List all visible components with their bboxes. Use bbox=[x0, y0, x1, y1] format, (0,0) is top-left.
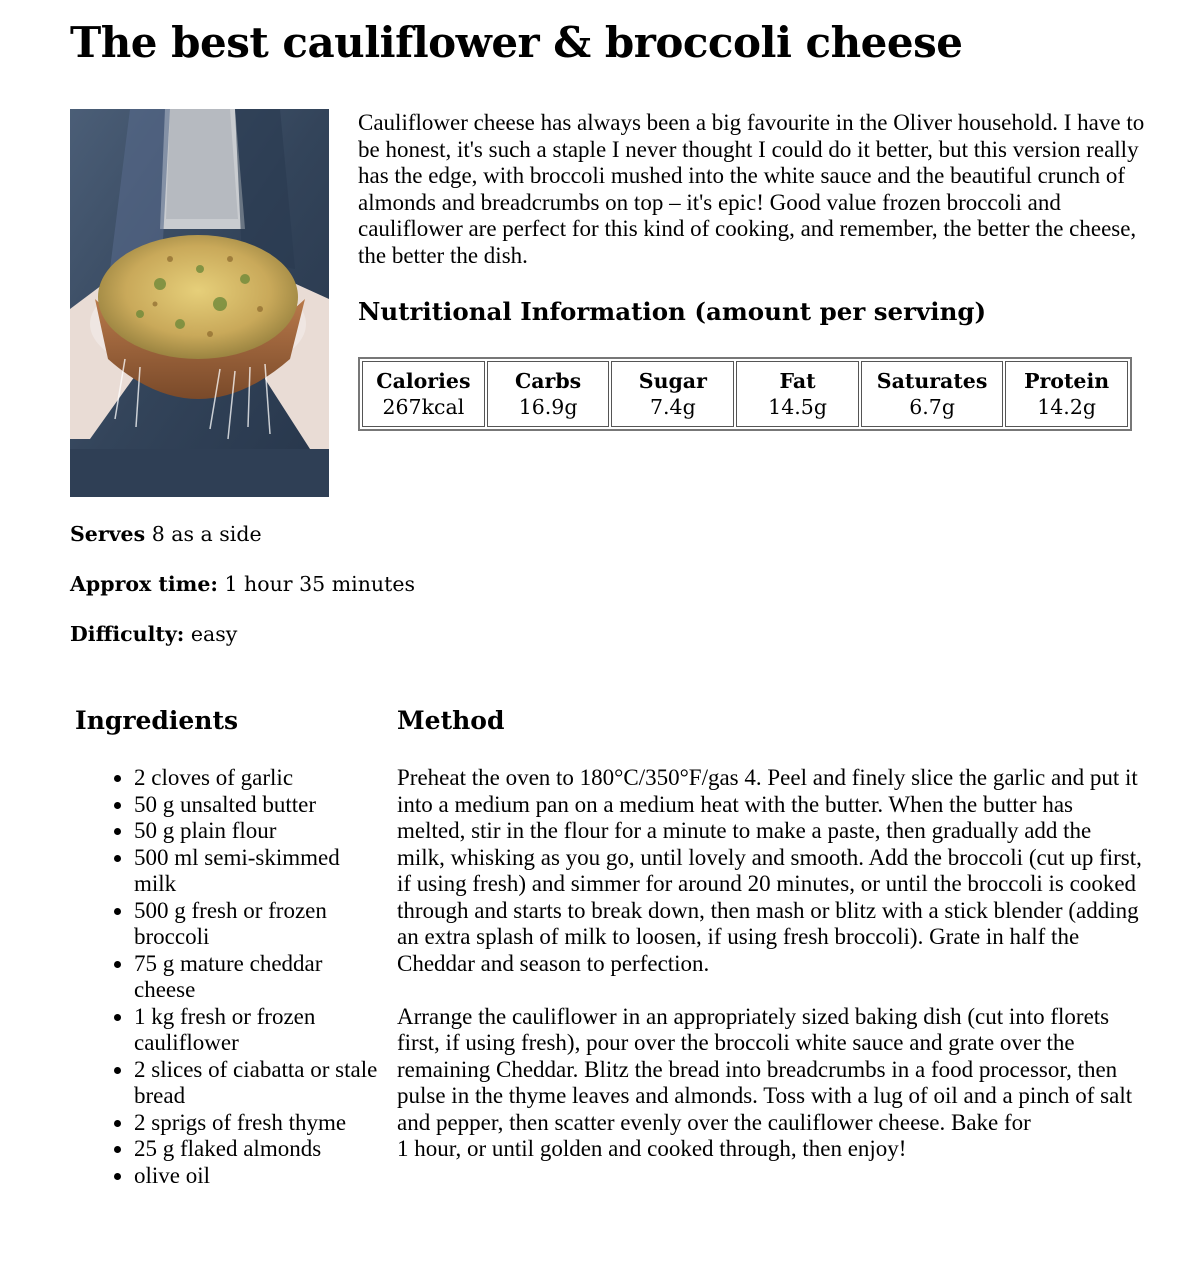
serves-label: Serves bbox=[70, 522, 146, 546]
nutrition-label: Carbs bbox=[514, 369, 582, 393]
ingredients-heading: Ingredients bbox=[75, 706, 239, 735]
nutrition-value: 267kcal bbox=[382, 395, 465, 419]
list-item: • 50 g unsalted butter bbox=[134, 792, 379, 819]
list-item: • 1 kg fresh or frozen cauliflower bbox=[134, 1004, 379, 1057]
nutrition-cell-calories bbox=[362, 361, 485, 427]
list-item: • 50 g plain flour bbox=[134, 818, 379, 845]
method-paragraph: 1 hour, or until golden and cooked through, then enjoy! bbox=[397, 1136, 907, 1161]
list-item: • 2 slices of ciabatta or stale bread bbox=[134, 1057, 379, 1110]
list-item: • olive oil bbox=[134, 1163, 379, 1190]
nutrition-value: 14.2g bbox=[1037, 395, 1096, 419]
list-item: • 500 g fresh or frozen broccoli bbox=[134, 898, 379, 951]
nutrition-label: Saturates bbox=[876, 369, 988, 393]
difficulty-value: easy bbox=[190, 622, 238, 646]
nutrition-table bbox=[358, 357, 1132, 431]
nutrition-cell-fat bbox=[736, 361, 859, 427]
nutrition-value: 16.9g bbox=[518, 395, 578, 419]
time-value: 1 hour 35 minutes bbox=[224, 572, 416, 596]
list-item: • 2 sprigs of fresh thyme bbox=[134, 1110, 379, 1137]
method-heading: Method bbox=[397, 706, 505, 735]
method-paragraph: Arrange the cauliflower in an appropriately sized baking dish (cut into florets first, if using fresh), pour over the broccoli white sauce and grate over the remaining Cheddar. Blitz the bread into breadcrumbs in a food processor, then pulse in the thyme leaves and almonds. Toss with a lug of oil and a pinch of salt and pepper, then scatter evenly over the cauliflower cheese. Bake for bbox=[397, 1003, 1133, 1135]
list-item: • 25 g flaked almonds bbox=[134, 1136, 379, 1163]
nutrition-label: Fat bbox=[779, 369, 816, 393]
difficulty-line bbox=[70, 622, 237, 647]
nutrition-cell-saturates bbox=[861, 361, 1003, 427]
time-label: Approx time: bbox=[70, 572, 218, 596]
nutrition-value: 7.4g bbox=[649, 395, 696, 419]
ingredients-list bbox=[110, 765, 379, 1189]
serves-line bbox=[70, 522, 262, 547]
nutrition-value: 14.5g bbox=[768, 395, 827, 419]
nutrition-cell-protein bbox=[1005, 361, 1128, 427]
recipe-photo bbox=[70, 109, 329, 497]
method-body bbox=[397, 765, 1142, 1189]
list-item: • 500 ml semi-skimmed milk bbox=[134, 845, 379, 898]
list-item: • 75 g mature cheddar cheese bbox=[134, 951, 379, 1004]
time-line bbox=[70, 572, 415, 597]
recipe-intro: Cauliflower cheese has always been a big favourite in the Oliver household. I have to be honest, it's such a staple I never thought I could do it better, but this version really has the edge, with broccoli mushed into the white sauce and the beautiful crunch of almonds and breadcrumbs on top – it's epic! Good value frozen broccoli and cauliflower are perfect for this kind of cooking, and remember, the better the cheese, the better the dish. bbox=[358, 110, 1145, 268]
serves-value: 8 as a side bbox=[151, 522, 262, 546]
nutrition-cell-carbs bbox=[487, 361, 610, 427]
list-item: • 2 cloves of garlic bbox=[134, 765, 379, 792]
page-title: The best cauliflower & broccoli cheese bbox=[70, 18, 963, 67]
method-paragraph: Preheat the oven to 180°C/350°F/gas 4. Peel and finely slice the garlic and put it into a medium pan on a medium heat with the butter. When the butter has melted, stir in the flour for a minute to make a paste, then gradually add the milk, whisking as you go, until lovely and smooth. Add the broccoli (cut up first, if using fresh) and simmer for around 20 minutes, or until the broccoli is cooked through and starts to break down, then mash or blitz with a stick blender (adding an extra splash of milk to loosen, if using fresh broccoli). Grate in half the Cheddar and season to perfection. bbox=[397, 765, 1142, 976]
nutrition-label: Sugar bbox=[638, 369, 707, 393]
nutrition-value: 6.7g bbox=[909, 395, 955, 419]
nutrition-label: Calories bbox=[376, 369, 471, 393]
nutrition-label: Protein bbox=[1024, 369, 1110, 393]
nutrition-row bbox=[362, 361, 1128, 427]
nutrition-cell-sugar bbox=[611, 361, 734, 427]
difficulty-label: Difficulty: bbox=[70, 622, 185, 646]
nutrition-heading: Nutritional Information (amount per serving) bbox=[358, 297, 987, 326]
